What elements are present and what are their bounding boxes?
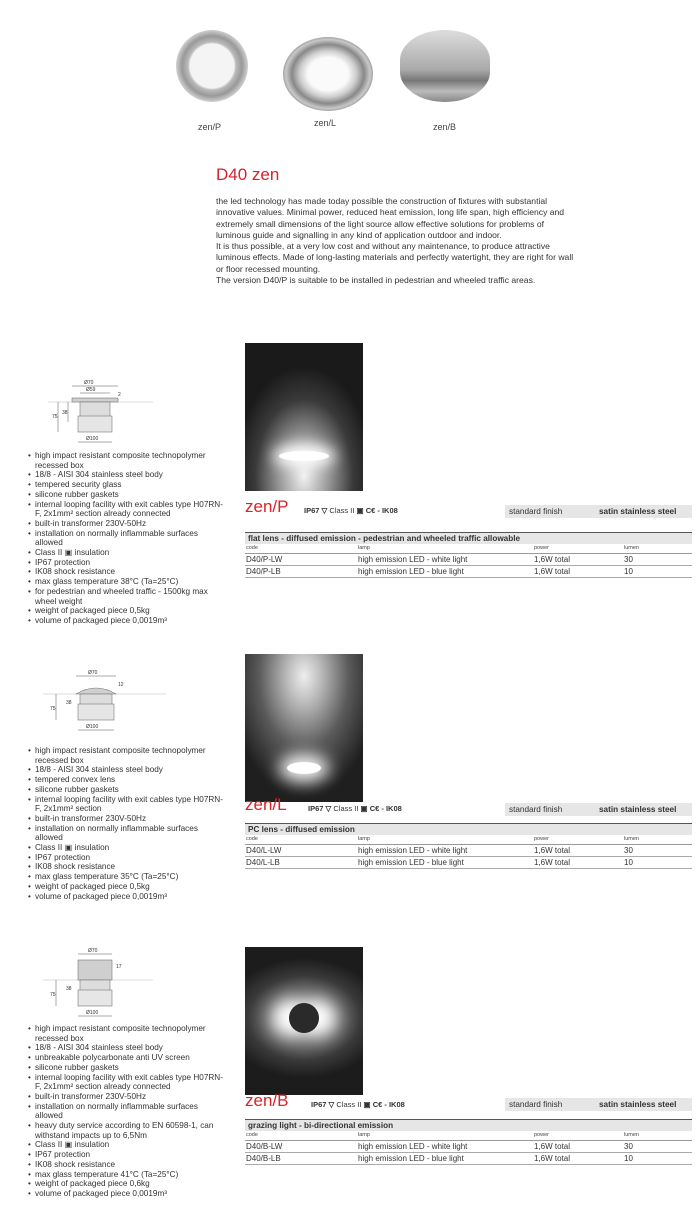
cell-power: 1,6W total (534, 567, 571, 576)
cell-code: D40/P-LW (246, 555, 283, 564)
spec-item: • max glass temperature 38°C (Ta=25°C) (28, 577, 224, 587)
dim-label: 75 (50, 706, 56, 712)
finish-bar (505, 803, 692, 816)
class-ii-icon: ▣ (360, 804, 368, 813)
spec-item: • internal looping facility with exit cables type H07RN-F, 2x1mm² section already connected (28, 500, 224, 519)
dim-label: 75 (52, 414, 58, 420)
table-row (245, 845, 692, 857)
finish-value: satin stainless steel (599, 1100, 677, 1109)
dim-label: Ø100 (86, 724, 99, 730)
cell-lamp: high emission LED - blue light (358, 1154, 464, 1163)
ik-rating: - IK08 (384, 1100, 405, 1109)
cell-code: D40/B-LB (246, 1154, 281, 1163)
col-header-code: code (246, 545, 258, 551)
ip-rating: IP67 (304, 506, 320, 515)
col-header-power: power (534, 836, 549, 842)
spec-item: • Class II ▣ insulation (28, 548, 224, 558)
spec-item: • tempered security glass (28, 480, 224, 490)
table-row (245, 566, 692, 578)
col-header-lumen: lumen (624, 1132, 639, 1138)
product-photo-zen-l (245, 654, 363, 802)
cell-lamp: high emission LED - white light (358, 555, 468, 564)
spec-list-zen-p (28, 451, 224, 626)
spec-item: • internal looping facility with exit cables type H07RN-F, 2x1mm² section already connected (28, 1073, 224, 1092)
finish-label: standard finish (509, 507, 563, 516)
thumb-caption: zen/L (314, 118, 337, 128)
col-header-code: code (246, 1132, 258, 1138)
triangle-icon: ▽ (325, 804, 332, 813)
page-title: D40 zen (216, 165, 280, 184)
cell-code: D40/L-LB (246, 858, 280, 867)
dimension-diagram-zen-l (28, 668, 168, 743)
spec-item: • IK08 shock resistance (28, 1160, 224, 1170)
certification-line (308, 804, 402, 813)
cell-power: 1,6W total (534, 1142, 571, 1151)
product-photo-zen-p (245, 343, 363, 491)
spec-list-zen-l (28, 746, 224, 901)
class-ii-icon: ▣ (356, 506, 364, 515)
spec-item: • built-in transformer 230V-50Hz (28, 519, 224, 529)
thumb-caption: zen/P (198, 122, 222, 132)
spec-item: • 18/8 - AISI 304 stainless steel body (28, 470, 224, 480)
spec-item: • silicone rubber gaskets (28, 490, 224, 500)
finish-value: satin stainless steel (599, 805, 677, 814)
spec-item: • IK08 shock resistance (28, 567, 224, 577)
product-table-zen-p (245, 532, 692, 578)
certification-line (311, 1100, 405, 1109)
product-table-zen-b (245, 1119, 692, 1165)
dim-label: 38 (66, 700, 72, 706)
intro-paragraph: The version D40/P is suitable to be installed in pedestrian and wheeled traffic areas. (216, 275, 536, 286)
spec-item: • heavy duty service according to EN 60598-1, can withstand impacts up to 6,5Nm (28, 1121, 224, 1140)
col-header-power: power (534, 1132, 549, 1138)
spec-item: • installation on normally inflammable surfaces allowed (28, 529, 224, 548)
spec-item: • installation on normally inflammable surfaces allowed (28, 824, 224, 843)
col-header-lamp: lamp (358, 836, 370, 842)
dimension-diagram-zen-p (28, 372, 158, 452)
spec-item: • max glass temperature 41°C (Ta=25°C) (28, 1170, 224, 1180)
cell-lumen: 30 (624, 1142, 633, 1151)
intro-paragraph: It is thus possible, at a very low cost and without any maintenance, to produce attractive luminous effects. Made of long-lasting materials and perfectly watertight, they are right for wall or floor recessed mounting. (216, 241, 574, 274)
cell-lumen: 30 (624, 846, 633, 855)
table-row (245, 1141, 692, 1153)
table-header (245, 1131, 692, 1141)
dim-label: Ø100 (86, 1010, 99, 1016)
col-header-lumen: lumen (624, 545, 639, 551)
spec-item: • high impact resistant composite technopolymer recessed box (28, 746, 224, 765)
spec-item: • silicone rubber gaskets (28, 785, 224, 795)
model-name: zen/B (245, 1091, 289, 1110)
product-table-zen-l (245, 823, 692, 869)
ip-rating: IP67 (311, 1100, 327, 1109)
table-header (245, 544, 692, 554)
ik-rating: - IK08 (381, 804, 402, 813)
spec-item: • Class II ▣ insulation (28, 843, 224, 853)
finish-value: satin stainless steel (599, 507, 677, 516)
spec-item: • IK08 shock resistance (28, 862, 224, 872)
cell-code: D40/B-LW (246, 1142, 283, 1151)
table-row (245, 554, 692, 566)
spec-item: • installation on normally inflammable surfaces allowed (28, 1102, 224, 1121)
certification-line (304, 506, 398, 515)
class-rating: Class II (336, 1100, 362, 1109)
col-header-lamp: lamp (358, 1132, 370, 1138)
dim-label: 2 (118, 392, 121, 398)
col-header-lumen: lumen (624, 836, 639, 842)
spec-item: • volume of packaged piece 0,0019m³ (28, 1189, 224, 1199)
table-row (245, 1153, 692, 1165)
ce-mark: C€ (365, 506, 376, 515)
dimension-diagram-zen-b (28, 944, 158, 1024)
dim-label: 75 (50, 992, 56, 998)
spec-item: • weight of packaged piece 0,5kg (28, 882, 224, 892)
triangle-icon: ▽ (321, 506, 328, 515)
spec-item: • Class II ▣ insulation (28, 1140, 224, 1150)
spec-list-zen-b (28, 1024, 224, 1199)
class-rating: Class II (333, 804, 359, 813)
triangle-icon: ▽ (328, 1100, 335, 1109)
spec-item: • IP67 protection (28, 1150, 224, 1160)
spec-item: • IP67 protection (28, 558, 224, 568)
spec-item: • weight of packaged piece 0,6kg (28, 1179, 224, 1189)
table-group-title: PC lens - diffused emission (245, 823, 692, 835)
cell-code: D40/P-LB (246, 567, 281, 576)
spec-item: • tempered convex lens (28, 775, 224, 785)
dim-label: Ø100 (86, 436, 99, 442)
spec-item: • internal looping facility with exit cables type H07RN-F, 2x1mm² section (28, 795, 224, 814)
spec-item: • IP67 protection (28, 853, 224, 863)
col-header-lamp: lamp (358, 545, 370, 551)
table-row (245, 857, 692, 869)
dim-label: 38 (62, 410, 68, 416)
spec-item: • for pedestrian and wheeled traffic - 1500kg max wheel weight (28, 587, 224, 606)
dim-label: 17 (116, 964, 122, 970)
table-group-title: grazing light - bi-directional emission (245, 1119, 692, 1131)
cell-lumen: 10 (624, 567, 633, 576)
col-header-code: code (246, 836, 258, 842)
spec-item: • silicone rubber gaskets (28, 1063, 224, 1073)
cell-power: 1,6W total (534, 846, 571, 855)
intro-paragraph: the led technology has made today possible the construction of fixtures with substantial innovative values. Minimal power, reduced heat emission, long life span, high efficiency and extremely small dimensions of the light source allow effective solutions for problems of luminous guide and signalling in any kind of application outdoor and indoor. (216, 196, 565, 240)
ip-rating: IP67 (308, 804, 324, 813)
table-header (245, 835, 692, 845)
cell-lumen: 10 (624, 1154, 633, 1163)
finish-bar (505, 505, 692, 518)
spec-item: • 18/8 - AISI 304 stainless steel body (28, 1043, 224, 1053)
model-name: zen/L (245, 795, 287, 814)
product-photo-zen-b (245, 947, 363, 1095)
spec-item: • unbreakable polycarbonate anti UV screen (28, 1053, 224, 1063)
class-ii-icon: ▣ (363, 1100, 371, 1109)
spec-item: • built-in transformer 230V-50Hz (28, 814, 224, 824)
spec-item: • 18/8 - AISI 304 stainless steel body (28, 765, 224, 775)
col-header-power: power (534, 545, 549, 551)
dim-label: Ø70 (88, 670, 98, 676)
thumb-caption: zen/B (433, 122, 457, 132)
finish-label: standard finish (509, 805, 563, 814)
dim-label: Ø59 (86, 387, 96, 393)
finish-bar (505, 1098, 692, 1111)
dim-label: 38 (66, 986, 72, 992)
spec-item: • volume of packaged piece 0,0019m³ (28, 616, 224, 626)
cell-lamp: high emission LED - blue light (358, 567, 464, 576)
spec-item: • volume of packaged piece 0,0019m³ (28, 892, 224, 902)
ce-mark: C€ (369, 804, 380, 813)
finish-label: standard finish (509, 1100, 563, 1109)
spec-item: • built-in transformer 230V-50Hz (28, 1092, 224, 1102)
cell-lumen: 10 (624, 858, 633, 867)
spec-item: • max glass temperature 35°C (Ta=25°C) (28, 872, 224, 882)
cell-power: 1,6W total (534, 555, 571, 564)
dim-label: Ø70 (88, 948, 98, 954)
cell-lumen: 30 (624, 555, 633, 564)
spec-item: • high impact resistant composite technopolymer recessed box (28, 1024, 224, 1043)
cell-lamp: high emission LED - white light (358, 1142, 468, 1151)
ik-rating: - IK08 (377, 506, 398, 515)
class-rating: Class II (329, 506, 355, 515)
spec-item: • weight of packaged piece 0,5kg (28, 606, 224, 616)
intro-text (216, 196, 576, 286)
dim-label: 12 (118, 682, 124, 688)
ce-mark: C€ (372, 1100, 383, 1109)
model-name: zen/P (245, 497, 289, 516)
cell-lamp: high emission LED - white light (358, 846, 468, 855)
cell-power: 1,6W total (534, 1154, 571, 1163)
spec-item: • high impact resistant composite technopolymer recessed box (28, 451, 224, 470)
cell-code: D40/L-LW (246, 846, 282, 855)
dim-label: Ø70 (84, 380, 94, 386)
cell-power: 1,6W total (534, 858, 571, 867)
cell-lamp: high emission LED - blue light (358, 858, 464, 867)
table-group-title: flat lens - diffused emission - pedestrian and wheeled traffic allowable (245, 532, 692, 544)
